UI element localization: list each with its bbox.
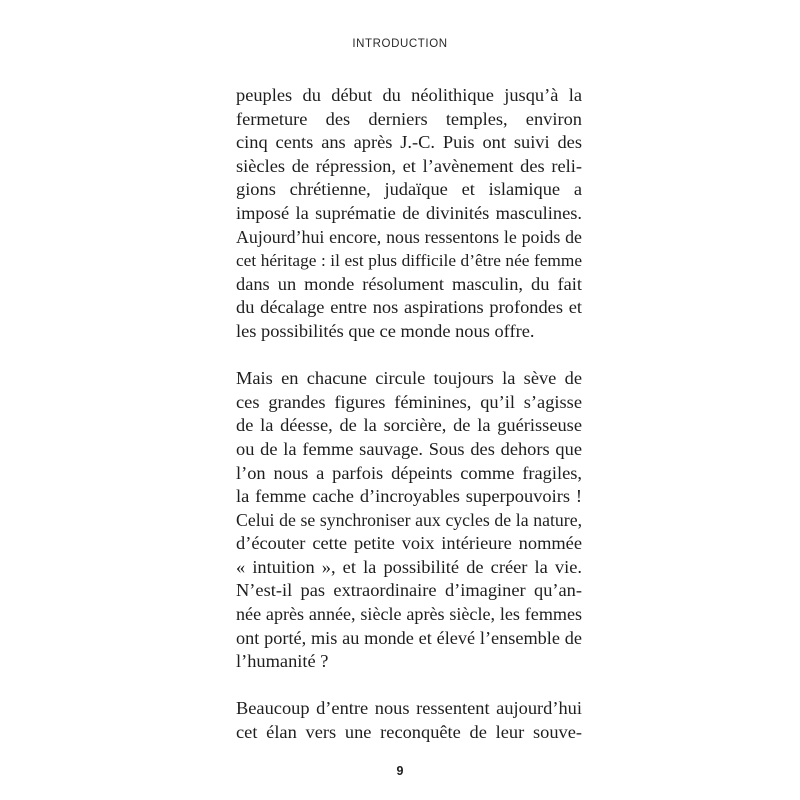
- text-line: Beaucoup d’entre nous ressentent aujourd’hui: [236, 698, 582, 719]
- text-line: ont porté, mis au monde et élevé l’ensemble de: [236, 627, 582, 648]
- text-line: « intuition », et la possibilité de créer la vie.: [236, 556, 582, 577]
- text-line: Celui de se synchroniser aux cycles de la nature,: [236, 509, 582, 530]
- paragraph-1: [236, 84, 582, 344]
- text-line: l’humanité ?: [236, 651, 329, 672]
- text-line: l’on nous a parfois dépeints comme fragiles,: [236, 462, 582, 483]
- text-line: cet héritage : il est plus difficile d’être née femme: [236, 251, 582, 271]
- text-line: dans un monde résolument masculin, du fait: [236, 273, 582, 294]
- running-head: INTRODUCTION: [352, 38, 448, 50]
- text-line: d’écouter cette petite voix intérieure nommée: [236, 533, 582, 554]
- text-line: N’est-il pas extraordinaire d’imaginer qu’an-: [236, 580, 582, 601]
- page-number: 9: [396, 764, 404, 778]
- paragraph-3: [236, 697, 582, 744]
- text-line: née après année, siècle après siècle, les femmes: [236, 604, 582, 625]
- text-line: ces grandes figures féminines, qu’il s’agisse: [236, 391, 582, 412]
- text-line: peuples du début du néolithique jusqu’à la: [236, 85, 582, 105]
- text-line: fermeture des derniers temples, environ: [236, 108, 582, 129]
- text-line: de la déesse, de la sorcière, de la guérisseuse: [236, 415, 582, 436]
- text-line: les possibilités que ce monde nous offre.: [236, 320, 535, 341]
- text-line: la femme cache d’incroyables superpouvoirs !: [236, 486, 582, 507]
- text-line: du décalage entre nos aspirations profondes et: [236, 297, 582, 318]
- text-line: Mais en chacune circule toujours la sève de: [236, 368, 582, 389]
- body-text: [236, 84, 582, 768]
- text-line: imposé la suprématie de divinités masculines.: [236, 202, 582, 223]
- text-line: cinq cents ans après J.-C. Puis ont suivi des: [236, 132, 582, 153]
- text-line: ou de la femme sauvage. Sous des dehors que: [236, 438, 582, 459]
- text-line: Aujourd’hui encore, nous ressentons le poids de: [236, 226, 582, 247]
- text-line: cet élan vers une reconquête de leur souve-: [236, 722, 582, 743]
- text-line: gions chrétienne, judaïque et islamique a: [236, 179, 582, 200]
- paragraph-2: [236, 367, 582, 674]
- text-line: siècles de répression, et l’avènement des reli-: [236, 155, 582, 176]
